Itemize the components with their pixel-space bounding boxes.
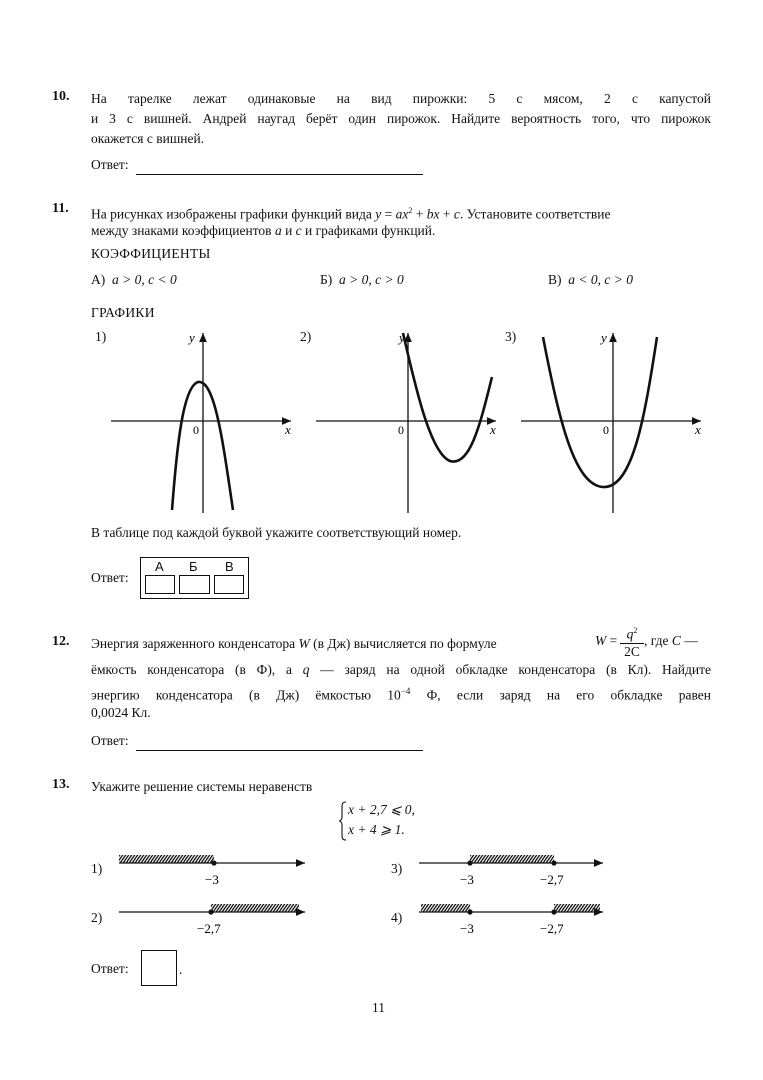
table-instruction: В таблице под каждой буквой укажите соответствующий номер. [91, 525, 462, 540]
table-letter: Б [189, 559, 198, 574]
option-label: 2) [91, 910, 103, 925]
point [551, 860, 556, 865]
question-text-line: между знаками коэффициентов a и c и графиками функций. [91, 223, 436, 238]
origin-label: 0 [603, 423, 609, 437]
inequality-system [338, 800, 438, 842]
question-number: 10. [52, 89, 70, 104]
answer-line[interactable] [136, 174, 423, 175]
number-line-3 [415, 852, 615, 888]
axis-label-y: y [399, 330, 405, 345]
axis-label-x: x [490, 422, 496, 437]
question-text-line: На тарелке лежат одинаковые на вид пирожки: 5 с мясом, 2 с капустой [91, 91, 711, 106]
point [551, 909, 556, 914]
inequality-2: x + 4 ⩾ 1. [348, 822, 405, 837]
answer-label: Ответ: [91, 733, 129, 748]
point [208, 909, 213, 914]
number-line-1 [115, 852, 315, 888]
option-b: Б) a > 0, c > 0 [320, 272, 404, 287]
question-text-line: , где C — [644, 633, 698, 648]
point [211, 860, 216, 865]
brace [338, 800, 348, 842]
tick-label: −3 [460, 872, 474, 887]
page-number: 11 [372, 1000, 385, 1015]
question-text-line: Энергия заряженного конденсатора W (в Дж) вычисляется по формуле [91, 636, 497, 651]
option-label: 3) [391, 861, 403, 876]
hatch-region [119, 855, 214, 863]
hatch-region [470, 855, 554, 863]
fraction: $q^2$ 2C [620, 623, 644, 660]
question-text-line: и 3 с вишней. Андрей наугад берёт один пирожок. Найдите вероятность того, что пирожок [91, 111, 711, 126]
tick-label: −2,7 [540, 921, 564, 936]
axis-label-x: x [285, 422, 291, 437]
answer-dot: . [179, 962, 183, 977]
question-number: 11. [52, 201, 69, 216]
number-line-2 [115, 901, 315, 937]
table-letter: В [225, 559, 234, 574]
axis-label-y: y [601, 330, 607, 345]
tick-label: −2,7 [540, 872, 564, 887]
question-text-line: Укажите решение системы неравенств [91, 779, 313, 794]
question-text-line: энергию конденсатора (в Дж) ёмкостью $10^{-4}$ Ф, если заряд на его обкладке равен [91, 686, 711, 703]
tick-label: −3 [460, 921, 474, 936]
tick-label: −3 [205, 872, 219, 887]
graph-2 [310, 325, 510, 515]
tick-label: −2,7 [197, 921, 221, 936]
parabola [403, 333, 492, 462]
table-letter: А [155, 559, 164, 574]
answer-label: Ответ: [91, 961, 129, 976]
option-a: А) a > 0, c < 0 [91, 272, 177, 287]
question-text-line: 0,0024 Кл. [91, 705, 151, 720]
graph-label: 1) [95, 329, 107, 344]
answer-cell-b[interactable] [179, 575, 210, 594]
point [467, 909, 472, 914]
answer-cell-v[interactable] [214, 575, 244, 594]
question-text-line: окажется с вишней. [91, 131, 205, 146]
option-v: В) a < 0, c > 0 [548, 272, 633, 287]
hatch-region [421, 904, 470, 912]
question-text-line: На рисунках изображены графики функций вида $y = ax^2$ + bx + c. Установите соответствие [91, 206, 611, 222]
option-label: 1) [91, 861, 103, 876]
answer-line[interactable] [136, 750, 423, 751]
graph-label: 3) [505, 329, 517, 344]
answer-cell-a[interactable] [145, 575, 175, 594]
origin-label: 0 [193, 423, 199, 437]
formula: W = [595, 633, 618, 648]
graph-3 [515, 325, 715, 515]
hatch-region [554, 904, 600, 912]
question-number: 13. [52, 777, 70, 792]
point [467, 860, 472, 865]
question-text-line: ёмкость конденсатора (в Ф), а q — заряд на одной обкладке конденсатора (в Кл). Найдите [91, 662, 712, 677]
graphs-header: ГРАФИКИ [91, 305, 155, 320]
axis-label-y: y [189, 330, 195, 345]
inequality-1: x + 2,7 ⩽ 0, [348, 802, 415, 817]
axis-label-x: x [695, 422, 701, 437]
graph-1 [105, 325, 305, 515]
graph-label: 2) [300, 329, 312, 344]
question-number: 12. [52, 634, 70, 649]
answer-label: Ответ: [91, 157, 129, 172]
number-line-4 [415, 901, 615, 937]
answer-label: Ответ: [91, 570, 129, 585]
origin-label: 0 [398, 423, 404, 437]
coefficients-header: КОЭФФИЦИЕНТЫ [91, 246, 211, 261]
parabola [543, 337, 657, 487]
hatch-region [211, 904, 299, 912]
answer-table [140, 557, 249, 599]
option-label: 4) [391, 910, 403, 925]
answer-box[interactable] [141, 950, 177, 986]
